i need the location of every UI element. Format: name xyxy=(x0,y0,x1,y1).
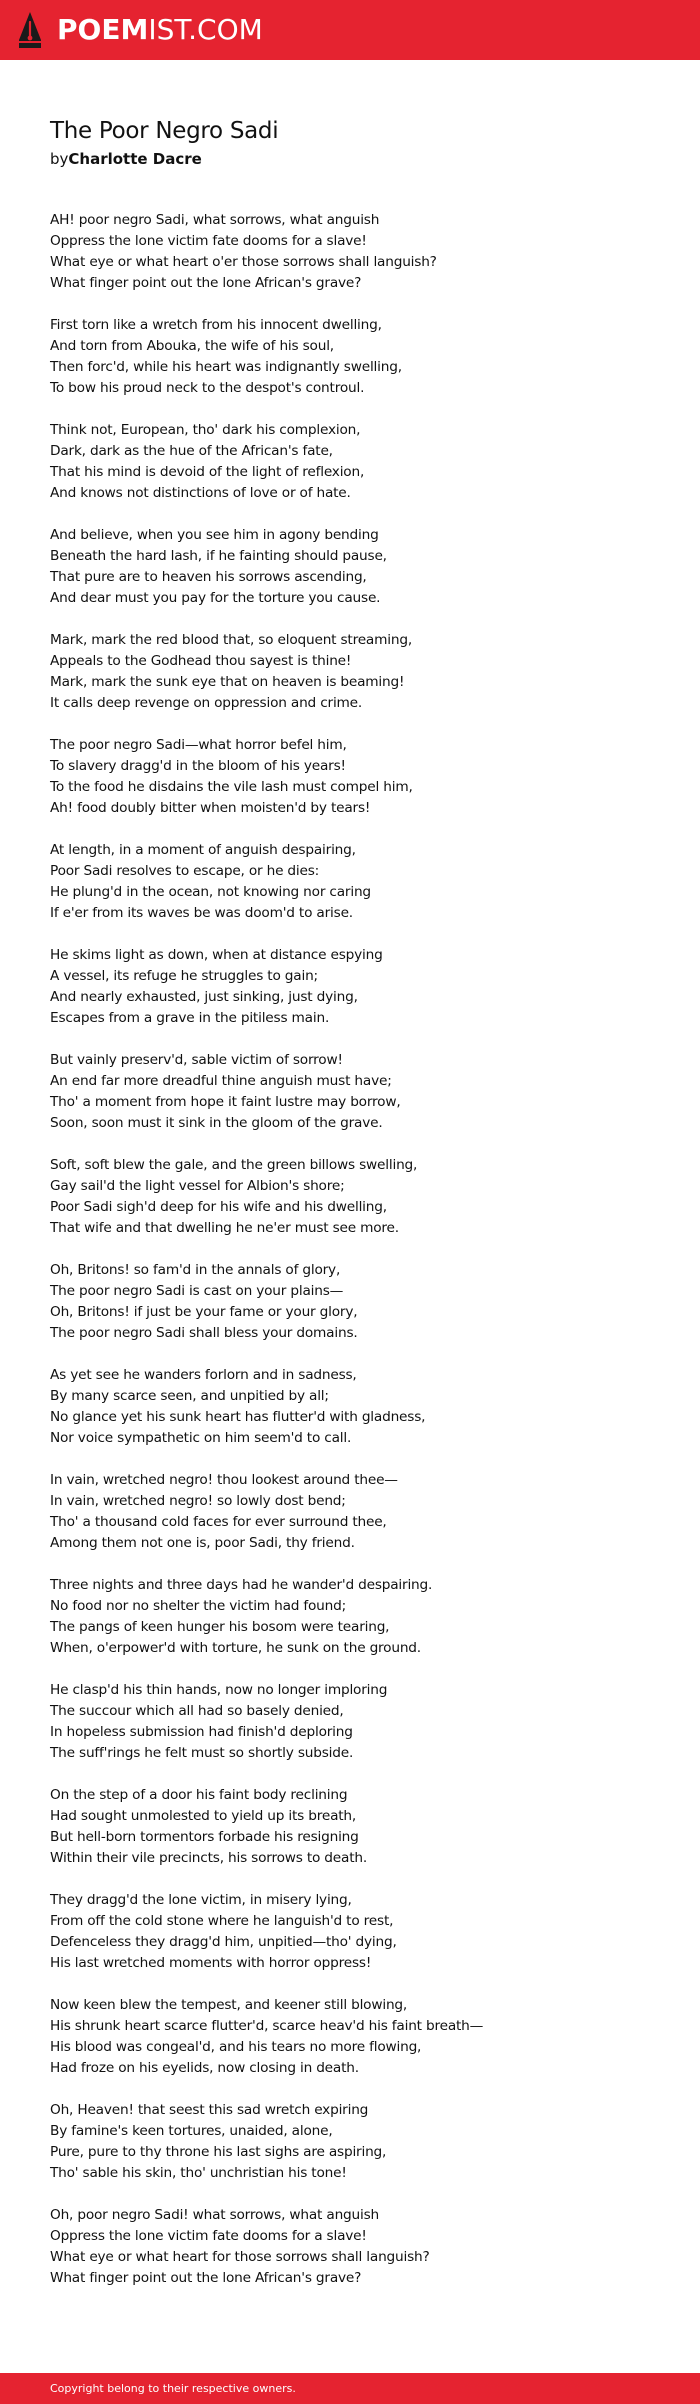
poem-line: That wife and that dwelling he ne'er must see more. xyxy=(50,1220,399,1236)
poem-line: In vain, wretched negro! so lowly dost bend; xyxy=(50,1493,346,1509)
poem-line: By many scarce seen, and unpitied by all; xyxy=(50,1388,329,1404)
poem-line: Gay sail'd the light vessel for Albion's shore; xyxy=(50,1178,345,1194)
poem-line: When, o'erpower'd with torture, he sunk on the ground. xyxy=(50,1640,421,1656)
poem-line: And nearly exhausted, just sinking, just dying, xyxy=(50,989,358,1005)
poem-line: Three nights and three days had he wander'd despairing. xyxy=(50,1577,433,1593)
poem-line: And believe, when you see him in agony bending xyxy=(50,527,379,543)
poem-line: No glance yet his sunk heart has flutter'd with gladness, xyxy=(50,1409,426,1425)
poem-line: Oppress the lone victim fate dooms for a slave! xyxy=(50,233,367,249)
poem-line: Oppress the lone victim fate dooms for a slave! xyxy=(50,2228,367,2244)
poem-line: Tho' a thousand cold faces for ever surround thee, xyxy=(50,1514,387,1530)
poem-stanza xyxy=(50,1470,660,1554)
poem-stanza xyxy=(50,2100,660,2184)
poem-line: Had froze on his eyelids, now closing in death. xyxy=(50,2060,359,2076)
poem-stanza xyxy=(50,1050,660,1134)
poem-line: What eye or what heart for those sorrows shall languish? xyxy=(50,2249,430,2265)
poem-line: That his mind is devoid of the light of reflexion, xyxy=(50,464,365,480)
poem-line: Poor Sadi resolves to escape, or he dies: xyxy=(50,863,320,879)
logo-wordmark xyxy=(57,10,263,50)
poem-line: But vainly preserv'd, sable victim of sorrow! xyxy=(50,1052,343,1068)
poem-line: In vain, wretched negro! thou lookest around thee— xyxy=(50,1472,398,1488)
poem-line: From off the cold stone where he languish'd to rest, xyxy=(50,1913,394,1929)
poem-stanza xyxy=(50,210,660,294)
poem-line: By famine's keen tortures, unaided, alone, xyxy=(50,2123,333,2139)
poem-line: To the food he disdains the vile lash must compel him, xyxy=(50,779,413,795)
poem-line: First torn like a wretch from his innocent dwelling, xyxy=(50,317,382,333)
poem-stanza xyxy=(50,1890,660,1974)
poem-line: An end far more dreadful thine anguish must have; xyxy=(50,1073,392,1089)
poem-stanza xyxy=(50,1680,660,1764)
poem-line: The suff'rings he felt must so shortly subside. xyxy=(50,1745,354,1761)
poem-line: Soft, soft blew the gale, and the green billows swelling, xyxy=(50,1157,418,1173)
poem-line: His blood was congeal'd, and his tears no more flowing, xyxy=(50,2039,422,2055)
poem-body xyxy=(50,210,660,2289)
poem-byline xyxy=(50,148,660,170)
poem-line: Tho' a moment from hope it faint lustre may borrow, xyxy=(50,1094,401,1110)
poem-stanza xyxy=(50,1365,660,1449)
poem-line: Mark, mark the sunk eye that on heaven is beaming! xyxy=(50,674,405,690)
poem-stanza xyxy=(50,1260,660,1344)
poem-line: The pangs of keen hunger his bosom were tearing, xyxy=(50,1619,390,1635)
poem-line: He plung'd in the ocean, not knowing nor caring xyxy=(50,884,371,900)
poem-line: His shrunk heart scarce flutter'd, scarce heav'd his faint breath— xyxy=(50,2018,484,2034)
poem-line: Oh, Britons! if just be your fame or your glory, xyxy=(50,1304,358,1320)
poem-title: The Poor Negro Sadi xyxy=(50,118,279,144)
poem-line: The poor negro Sadi—what horror befel him, xyxy=(50,737,347,753)
poem-stanza xyxy=(50,1995,660,2079)
poem-line: Beneath the hard lash, if he fainting should pause, xyxy=(50,548,387,564)
poem-line: They dragg'd the lone victim, in misery lying, xyxy=(50,1892,352,1908)
poem-line: Appeals to the Godhead thou sayest is thine! xyxy=(50,653,352,669)
poem-line: AH! poor negro Sadi, what sorrows, what anguish xyxy=(50,212,380,228)
poem-stanza xyxy=(50,1785,660,1869)
poem-line: Ah! food doubly bitter when moisten'd by tears! xyxy=(50,800,371,816)
poem-line: What finger point out the lone African's grave? xyxy=(50,2270,362,2286)
poem-line: Tho' sable his skin, tho' unchristian his tone! xyxy=(50,2165,347,2181)
poem-line: Oh, Britons! so fam'd in the annals of glory, xyxy=(50,1262,341,1278)
poem-line: Now keen blew the tempest, and keener still blowing, xyxy=(50,1997,408,2013)
poem-line: And torn from Abouka, the wife of his soul, xyxy=(50,338,334,354)
copyright-text: Copyright belong to their respective owners. xyxy=(50,2382,296,2395)
poem-line: He clasp'd his thin hands, now no longer imploring xyxy=(50,1682,388,1698)
poem-stanza xyxy=(50,630,660,714)
poem-line: Escapes from a grave in the pitiless main. xyxy=(50,1010,330,1026)
poem-line: Then forc'd, while his heart was indignantly swelling, xyxy=(50,359,402,375)
poem-stanza xyxy=(50,840,660,924)
poem-line: Defenceless they dragg'd him, unpitied—tho' dying, xyxy=(50,1934,397,1950)
author-link[interactable]: Charlotte Dacre xyxy=(68,150,202,168)
poem-line: But hell-born tormentors forbade his resigning xyxy=(50,1829,359,1845)
poem-line: The poor negro Sadi is cast on your plains— xyxy=(50,1283,344,1299)
site-header xyxy=(0,0,700,60)
poem-stanza xyxy=(50,315,660,399)
poem-line: No food nor no shelter the victim had found; xyxy=(50,1598,347,1614)
poem-stanza xyxy=(50,1155,660,1239)
poem-line: And dear must you pay for the torture you cause. xyxy=(50,590,381,606)
poem-line: What finger point out the lone African's grave? xyxy=(50,275,362,291)
site-logo[interactable] xyxy=(17,10,263,50)
poem-line: He skims light as down, when at distance espying xyxy=(50,947,383,963)
poem-line: Mark, mark the red blood that, so eloquent streaming, xyxy=(50,632,412,648)
poem-line: It calls deep revenge on oppression and crime. xyxy=(50,695,363,711)
poem-line: Pure, pure to thy throne his last sighs are aspiring, xyxy=(50,2144,387,2160)
poem-line: Soon, soon must it sink in the gloom of the grave. xyxy=(50,1115,383,1131)
logo-wordmark-strong: POEM xyxy=(57,13,149,46)
poem-line: Among them not one is, poor Sadi, thy friend. xyxy=(50,1535,355,1551)
by-label: by xyxy=(50,150,69,168)
poem-line: To bow his proud neck to the despot's controul. xyxy=(50,380,365,396)
poem-line: On the step of a door his faint body reclining xyxy=(50,1787,348,1803)
poem-line: Dark, dark as the hue of the African's fate, xyxy=(50,443,333,459)
poem-line: Oh, poor negro Sadi! what sorrows, what anguish xyxy=(50,2207,380,2223)
poem-line: In hopeless submission had finish'd deploring xyxy=(50,1724,353,1740)
poem-stanza xyxy=(50,735,660,819)
poem-line: If e'er from its waves be was doom'd to arise. xyxy=(50,905,353,921)
poem-line: As yet see he wanders forlorn and in sadness, xyxy=(50,1367,357,1383)
pen-nib-icon xyxy=(17,10,43,50)
poem-line: And knows not distinctions of love or of hate. xyxy=(50,485,351,501)
poem-stanza xyxy=(50,945,660,1029)
poem-stanza xyxy=(50,1575,660,1659)
site-footer xyxy=(0,2373,700,2404)
poem-line: Poor Sadi sigh'd deep for his wife and his dwelling, xyxy=(50,1199,387,1215)
poem-line: The succour which all had so basely denied, xyxy=(50,1703,344,1719)
poem-line: His last wretched moments with horror oppress! xyxy=(50,1955,372,1971)
poem-line: Had sought unmolested to yield up its breath, xyxy=(50,1808,357,1824)
poem-line: What eye or what heart o'er those sorrows shall languish? xyxy=(50,254,437,270)
logo-wordmark-light: IST.COM xyxy=(148,13,263,46)
poem-line: Nor voice sympathetic on him seem'd to call. xyxy=(50,1430,352,1446)
poem-line: Oh, Heaven! that seest this sad wretch expiring xyxy=(50,2102,369,2118)
poem-line: The poor negro Sadi shall bless your domains. xyxy=(50,1325,358,1341)
poem-line: A vessel, its refuge he struggles to gain; xyxy=(50,968,318,984)
poem-line: That pure are to heaven his sorrows ascending, xyxy=(50,569,367,585)
poem-line: At length, in a moment of anguish despairing, xyxy=(50,842,356,858)
poem-stanza xyxy=(50,2205,660,2289)
poem-content xyxy=(50,116,660,2310)
poem-line: Within their vile precincts, his sorrows to death. xyxy=(50,1850,368,1866)
poem-stanza xyxy=(50,420,660,504)
poem-line: To slavery dragg'd in the bloom of his years! xyxy=(50,758,346,774)
poem-line: Think not, European, tho' dark his complexion, xyxy=(50,422,361,438)
poem-stanza xyxy=(50,525,660,609)
